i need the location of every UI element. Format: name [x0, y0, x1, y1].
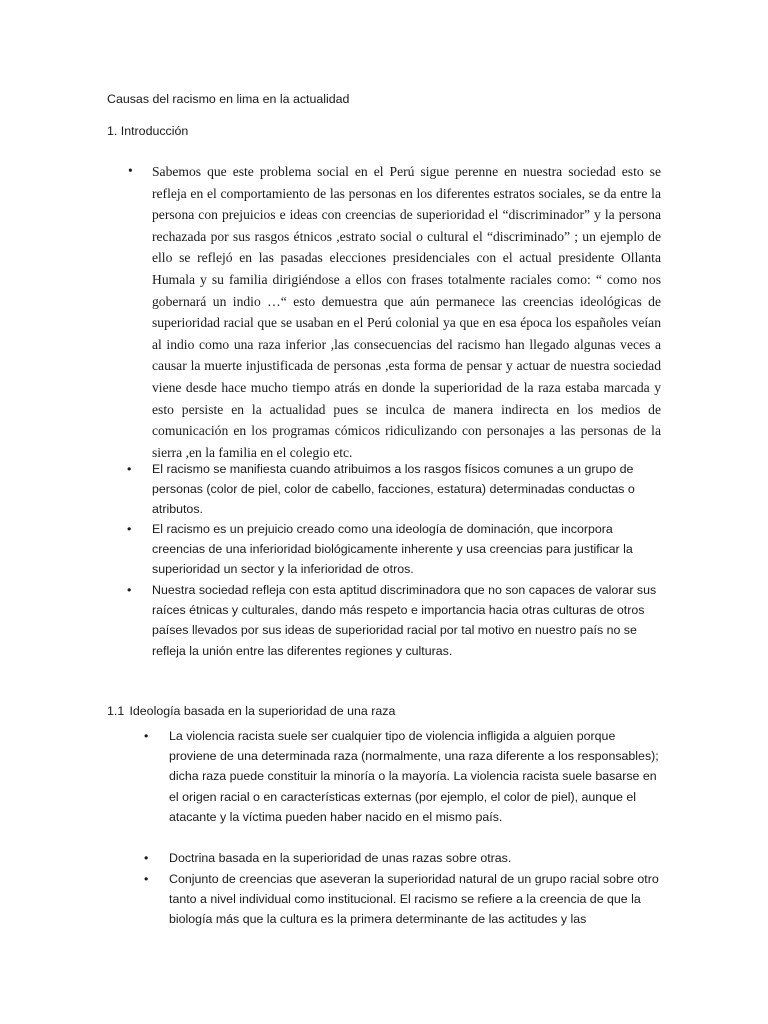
section-bullet-text: Doctrina basada en la superioridad de unas razas sobre otras. — [169, 851, 512, 865]
intro-bullet-text: El racismo se manifiesta cuando atribuimos a los rasgos físicos comunes a un grupo de personas (color de piel, color de cabello, facciones, estatura) determinadas conductas o atributos. — [152, 462, 635, 517]
intro-bullet-text: El racismo es un prejuicio creado como una ideología de dominación, que incorpora creencias de una inferioridad biológicamente inherente y usa creencias para justificar la superioridad un sector y la inferioridad de otros. — [152, 522, 633, 577]
bullet-icon: • — [128, 163, 133, 178]
intro-bullet-text: Nuestra sociedad refleja con esta aptitud discriminadora que no son capaces de valorar sus raíces étnicas y culturales, dando más respeto e importancia hacia otras culturas de otros países llevados por sus ideas de superioridad racial por tal motivo en nuestro país no se refleja la unión entre las diferentes regiones y culturas. — [152, 583, 657, 658]
intro-heading: 1. Introducción — [107, 124, 189, 138]
bullet-icon: • — [144, 729, 149, 743]
section-title: Ideología basada en la superioridad de una raza — [129, 704, 396, 718]
intro-bullet-text: Sabemos que este problema social en el Perú sigue perenne en nuestra sociedad esto se refleja en el comportamiento de las personas en los diferentes estratos sociales, se da entre la persona con prejuicios e ideas con creencias de superioridad el “discriminador” y la persona rechazada por sus rasgos étnicos ,estrato social o cultural el “discriminado” ; un ejemplo de ello se reflejó en las pasadas elecciones presidenciales con el actual presidente Ollanta Humala y su familia dirigiéndose a ellos con frases totalmente raciales como: “ como nos gobernará un indio …“ esto demuestra que aún permanece las creencias ideológicas de superioridad racial que se usaban en el Perú colonial ya que en esa época los españoles veían al indio como una raza inferior ,las consecuencias del racismo han llegado algunas veces a causar la muerte injustificada de personas ,esta forma de pensar y actuar de nuestra sociedad viene desde hace mucho tiempo atrás en donde la superioridad de la raza estaba marcada y esto persiste en la actualidad pues se inculca de manera indirecta en los medios de comunicación en los programas cómicos ridiculizando con personajes a las personas de la sierra ,en la familia en el colegio etc. — [152, 164, 661, 460]
intro-bullet-1 — [128, 161, 661, 463]
section-bullet-3 — [144, 869, 659, 930]
section-bullet-text: Conjunto de creencias que aseveran la superioridad natural de un grupo racial sobre otro tanto a nivel individual como institucional. El racismo se refiere a la creencia de que la biología más que la cultura es la primera determinante de las actitudes y las — [169, 872, 659, 927]
bullet-icon: • — [127, 583, 132, 597]
section-number: 1.1 — [107, 704, 125, 718]
section-bullet-1 — [144, 726, 659, 827]
document-title: Causas del racismo en lima en la actualidad — [107, 92, 350, 106]
section-bullet-2 — [144, 848, 659, 868]
section-bullet-text: La violencia racista suele ser cualquier tipo de violencia infligida a alguien porque proviene de una determinada raza (normalmente, una raza diferente a los responsables); dicha raza puede constituir la minoría o la mayoría. La violencia racista suele basarse en el origen racial o en características externas (por ejemplo, el color de piel), aunque el atacante y la víctima pueden haber nacido en el mismo país. — [169, 729, 659, 824]
section-heading — [107, 704, 395, 718]
bullet-icon: • — [144, 872, 149, 886]
bullet-icon: • — [127, 462, 132, 476]
intro-bullet-3 — [127, 519, 652, 580]
bullet-icon: • — [127, 522, 132, 536]
bullet-icon: • — [144, 851, 149, 865]
intro-bullet-2 — [127, 459, 652, 520]
intro-bullet-4 — [127, 580, 664, 661]
